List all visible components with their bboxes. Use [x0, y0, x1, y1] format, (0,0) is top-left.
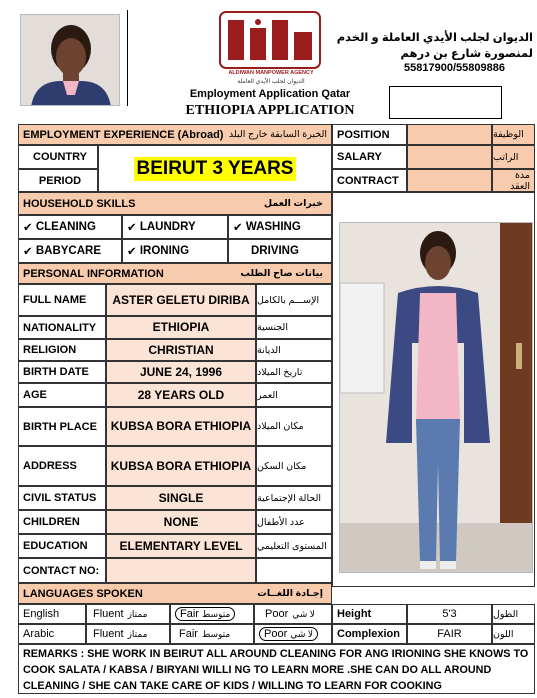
experience-header: EMPLOYMENT EXPERIENCE (Abroad) الخبرة السابقة خارج البلد [18, 124, 332, 145]
skill-cleaning: ✔ CLEANING [18, 215, 122, 239]
position-ar: الوظيفة [492, 124, 535, 145]
contract-value [407, 169, 492, 192]
lang-arabic-label: Arabic [18, 624, 86, 644]
civil-status-value: SINGLE [106, 486, 256, 510]
experience-value: BEIRUT 3 YEARS [134, 157, 297, 181]
children-label: CHILDREN [18, 510, 106, 534]
birth-date-ar: تاريخ الميلاد [256, 361, 332, 383]
birth-place-label: BIRTH PLACE [18, 407, 106, 446]
age-value: 28 YEARS OLD [106, 383, 256, 407]
country-label: COUNTRY [18, 145, 98, 169]
birth-place-value: KUBSA BORA ETHIOPIA [106, 407, 256, 446]
selected-oval: Poor لا شي [259, 627, 318, 641]
remarks: REMARKS : SHE WORK IN BEIRUT ALL AROUND CLEANING FOR ANG IRIONING SHE KNOWS TO COOK SALATA / KABSA / BIRYANI WILLI NG TO LEARN MORE .SHE CAN DO ALL AROUND CLEANING / SHE CAN TAKE CARE OF KIDS / WILLING TO LEARN FOR COOKING [18, 644, 535, 694]
address-ar: مكان السكن [256, 446, 332, 486]
address-label: ADDRESS [18, 446, 106, 486]
age-ar: العمر [256, 383, 332, 407]
skill-ironing: ✔ IRONING [122, 239, 228, 263]
form-title: ETHIOPIA APPLICATION [185, 103, 355, 118]
full-name-value: ASTER GELETU DIRIBA [106, 284, 256, 316]
skill-washing: ✔ WASHING [228, 215, 332, 239]
skill-driving: DRIVING [228, 239, 332, 263]
lang-arabic-fair: Fair متوسط [170, 624, 254, 644]
contract-label: CONTRACT [332, 169, 407, 192]
form-subtitle: Employment Application Qatar [189, 88, 351, 100]
birth-place-ar: مكان الميلاد [256, 407, 332, 446]
religion-value: CHRISTIAN [106, 339, 256, 361]
education-value: ELEMENTARY LEVEL [106, 534, 256, 558]
agency-address: لمنصورة شارع بن درهم [400, 48, 533, 60]
selected-oval: Fair متوسط [175, 607, 235, 621]
education-label: EDUCATION [18, 534, 106, 558]
position-label: POSITION [332, 124, 407, 145]
lang-english-poor: Poor لا شي [254, 604, 332, 624]
age-label: AGE [18, 383, 106, 407]
religion-ar: الديانة [256, 339, 332, 361]
height-value: 5'3 [407, 604, 492, 624]
skills-header-ar: خبرات العمل [263, 198, 323, 209]
contact-no-value [106, 558, 256, 583]
civil-status-label: CIVIL STATUS [18, 486, 106, 510]
children-ar: عدد الأطفال [256, 510, 332, 534]
salary-value [407, 145, 492, 169]
agency-arabic-title: الديوان لجلب الأيدي العاملة و الخدم [336, 32, 533, 44]
lang-arabic-fluent: Fluent ممتاز [86, 624, 170, 644]
lang-english-label: English [18, 604, 86, 624]
full-name-label: FULL NAME [18, 284, 106, 316]
contact-no-label: CONTACT NO: [18, 558, 106, 583]
salary-label: SALARY [332, 145, 407, 169]
full-body-photo [339, 222, 533, 573]
nationality-ar: الجنسية [256, 316, 332, 339]
contract-ar: مدة العقد [492, 169, 535, 192]
experience-header-ar: الخبرة السابقة خارج البلد [228, 129, 327, 140]
height-label: Height [332, 604, 407, 624]
skill-babycare: ✔ BABYCARE [18, 239, 122, 263]
complexion-value: FAIR [407, 624, 492, 644]
complexion-ar: اللون [492, 624, 535, 644]
birth-date-label: BIRTH DATE [18, 361, 106, 383]
education-ar: المستوى التعليمي [256, 534, 332, 558]
personal-header: PERSONAL INFORMATION بيانات صاح الطلب [18, 263, 332, 284]
blank-box [389, 86, 502, 119]
position-value [407, 124, 492, 145]
agency-phones: 55817900/55809886 [404, 62, 505, 74]
religion-label: RELIGION [18, 339, 106, 361]
complexion-label: Complexion [332, 624, 407, 644]
nationality-value: ETHIOPIA [106, 316, 256, 339]
contact-no-ar [256, 558, 332, 583]
skills-header: HOUSEHOLD SKILLS خبرات العمل [18, 192, 332, 215]
header-divider [127, 10, 128, 106]
logo-sub-ar: الديوان لجلب الأيدي العاملة [237, 79, 305, 85]
personal-header-ar: بيانات صاح الطلب [240, 268, 323, 279]
civil-status-ar: الحالة الإجتماعية [256, 486, 332, 510]
children-value: NONE [106, 510, 256, 534]
address-value: KUBSA BORA ETHIOPIA [106, 446, 256, 486]
skill-laundry: ✔ LAUNDRY [122, 215, 228, 239]
salary-ar: الراتب [492, 145, 535, 169]
logo-sub-en: ALDIWAN MANPOWER AGENCY [228, 70, 314, 76]
languages-header-ar: إجـادة اللغــات [257, 588, 323, 599]
experience-value-cell [98, 145, 332, 192]
languages-header: LANGUAGES SPOKEN إجـادة اللغــات [18, 583, 332, 604]
birth-date-value: JUNE 24, 1996 [106, 361, 256, 383]
height-ar: الطول [492, 604, 535, 624]
full-name-ar: الإســـم بالكامل [256, 284, 332, 316]
lang-english-fair [170, 604, 254, 624]
nationality-label: NATIONALITY [18, 316, 106, 339]
headshot-photo [20, 14, 120, 106]
lang-english-fluent: Fluent ممتاز [86, 604, 170, 624]
lang-arabic-poor [254, 624, 332, 644]
period-label: PERIOD [18, 169, 98, 192]
